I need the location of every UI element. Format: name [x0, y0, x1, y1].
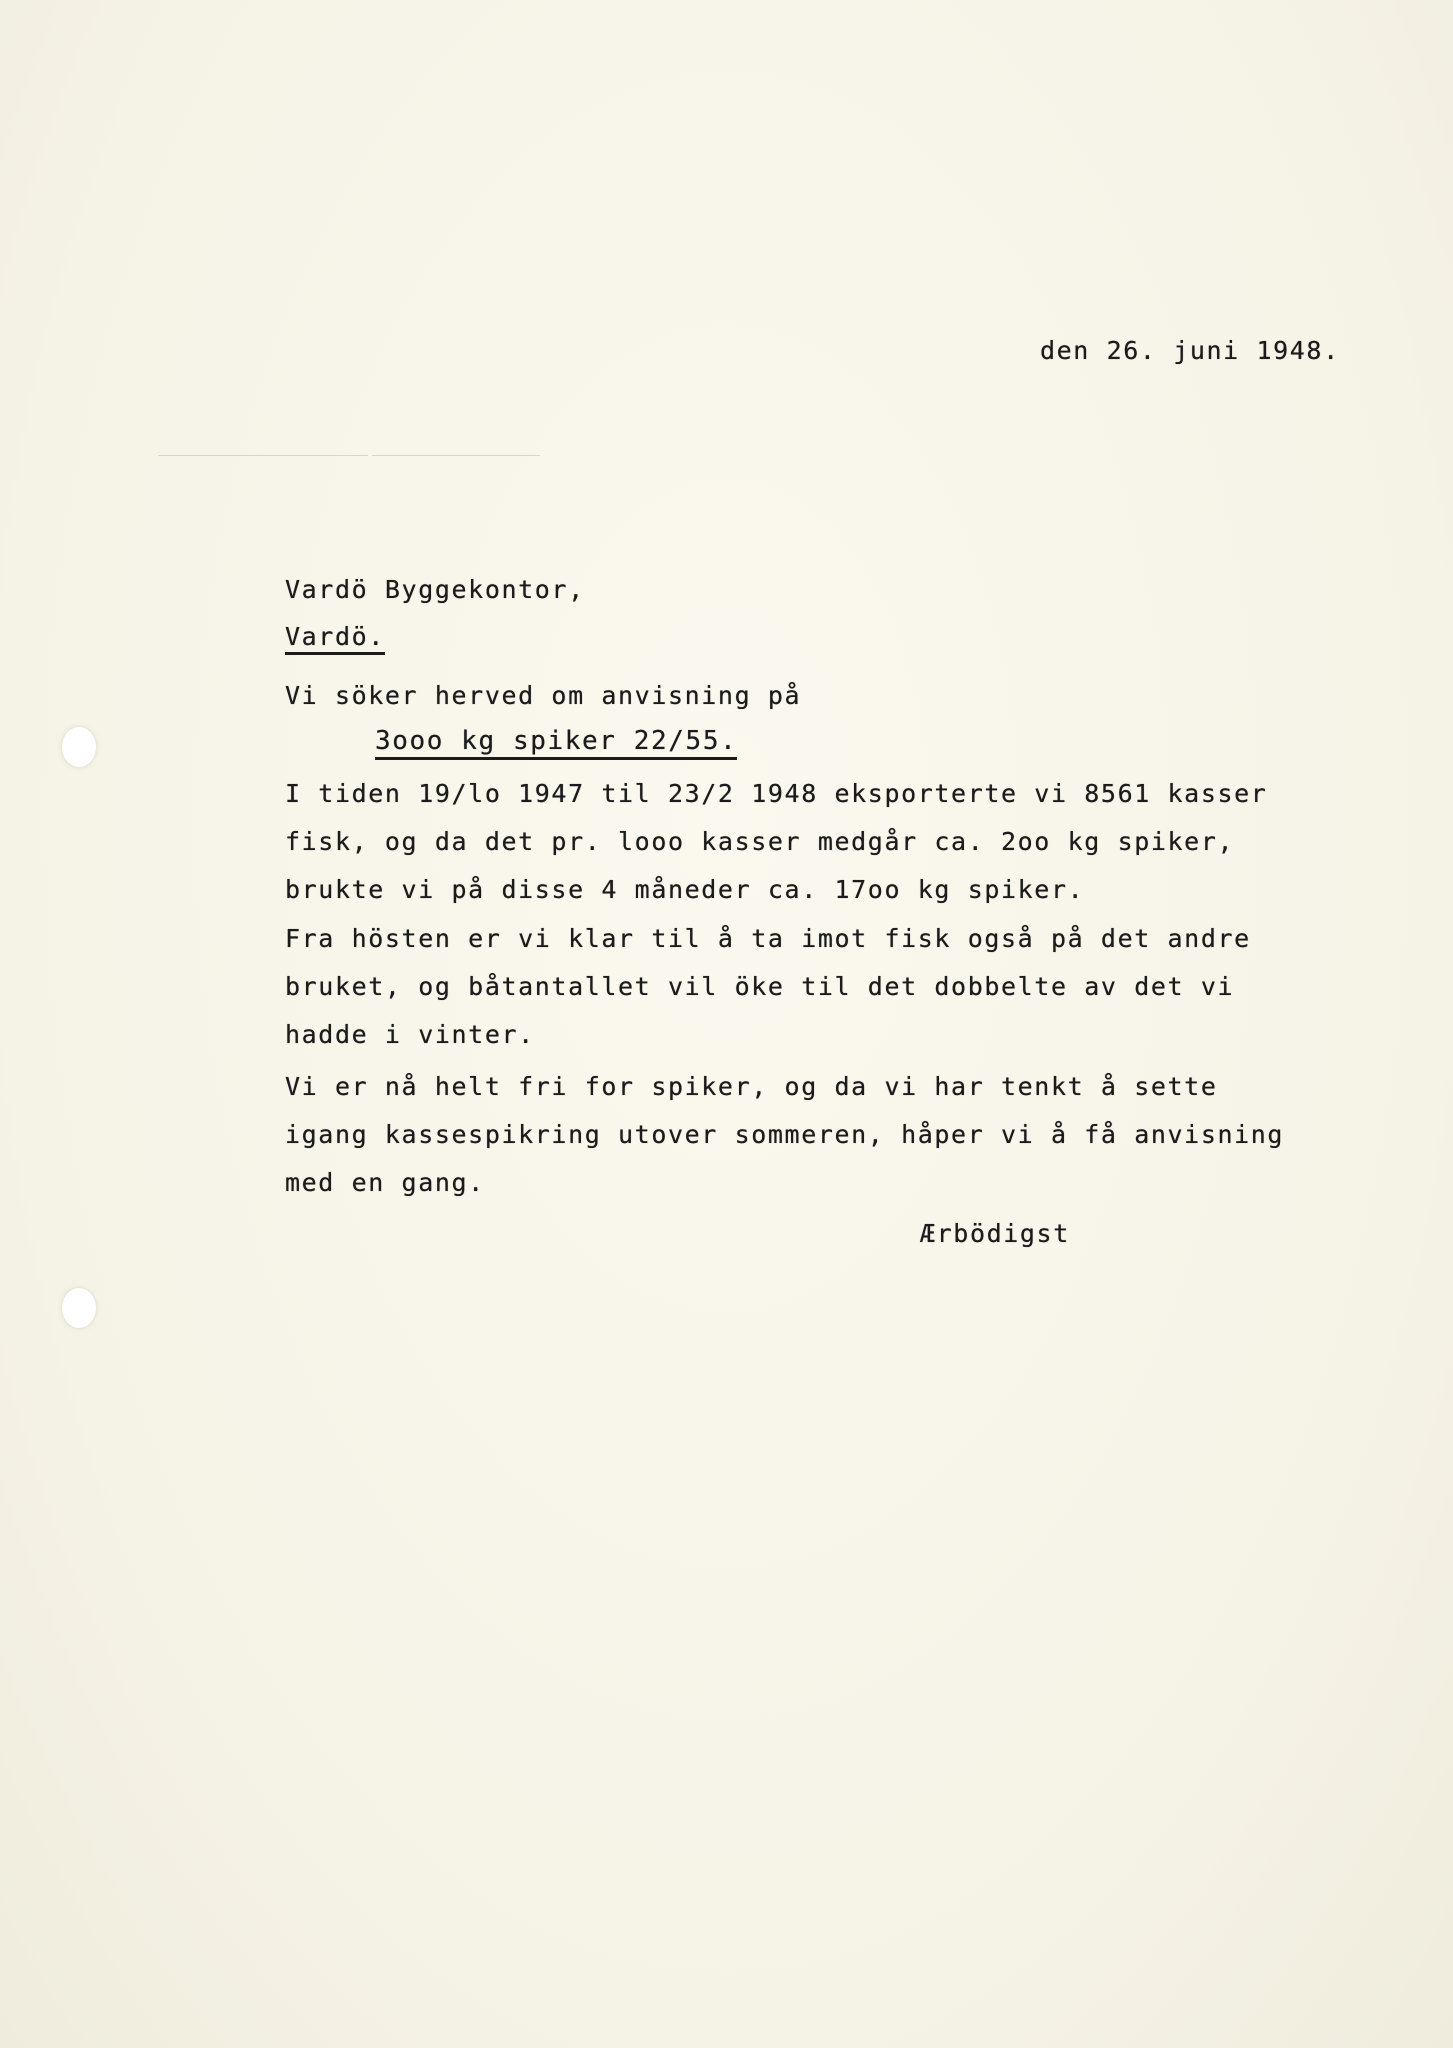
punch-hole [62, 1288, 96, 1328]
recipient-address [285, 566, 585, 660]
closing-salutation: Ærbödigst [920, 1219, 1070, 1248]
letter-date: den 26. juni 1948. [1040, 336, 1340, 365]
request-amount: 3ooo kg spiker 22/55. [375, 726, 737, 760]
faint-rule [372, 455, 540, 456]
paragraph-autumn [285, 915, 1251, 1059]
paragraph-line: hadde i vinter. [285, 1020, 535, 1049]
paragraph-line: Fra hösten er vi klar til å ta imot fisk også på det andre [285, 924, 1251, 953]
faint-rule [158, 455, 368, 456]
recipient-place: Vardö. [285, 622, 385, 655]
request-line: Vi söker herved om anvisning på [285, 681, 802, 710]
paragraph-line: bruket, og båtantallet vil öke til det dobbelte av det vi [285, 972, 1235, 1001]
recipient-name: Vardö Byggekontor, [285, 575, 585, 604]
paragraph-line: I tiden 19/lo 1947 til 23/2 1948 eksporterte vi 8561 kasser [285, 779, 1268, 808]
paragraph-line: igang kassespikring utover sommeren, håper vi å få anvisning [285, 1120, 1285, 1149]
paragraph-export [285, 770, 1267, 914]
paragraph-urgency [285, 1063, 1284, 1207]
request-amount-wrapper [375, 718, 737, 765]
paragraph-line: med en gang. [285, 1168, 485, 1197]
paragraph-line: brukte vi på disse 4 måneder ca. 17oo kg spiker. [285, 875, 1085, 904]
paragraph-line: fisk, og da det pr. looo kasser medgår ca. 2oo kg spiker, [285, 827, 1235, 856]
paragraph-line: Vi er nå helt fri for spiker, og da vi har tenkt å sette [285, 1072, 1218, 1101]
punch-hole [62, 727, 96, 767]
